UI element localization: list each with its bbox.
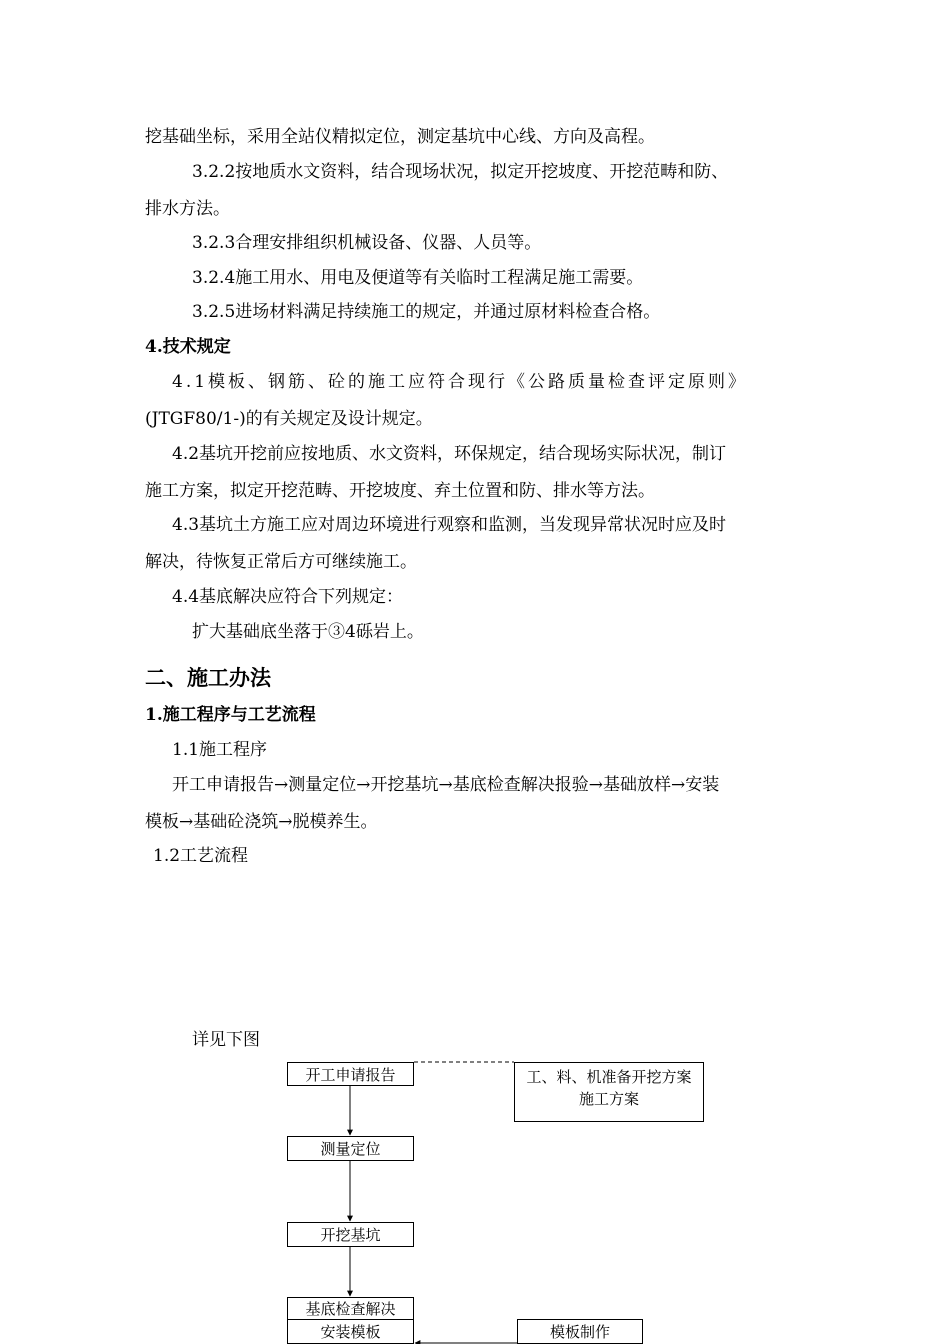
paragraph: 1.1施工程序	[172, 740, 268, 760]
paragraph: 4.2基坑开挖前应按地质、水文资料，环保规定，结合现场实际状况，制订	[172, 444, 727, 464]
paragraph: 3.2.3合理安排组织机械设备、仪器、人员等。	[192, 233, 542, 253]
paragraph: 挖基础坐标，采用全站仪精拟定位，测定基坑中心线、方向及高程。	[145, 127, 655, 147]
flow-box-inspect: 基底检查解决	[287, 1297, 414, 1320]
flow-box-preparation-line2: 施工方案	[578, 1090, 639, 1108]
paragraph: 开工申请报告→测量定位→开挖基坑→基底检查解决报验→基础放样→安装	[172, 775, 720, 795]
flow-box-make-formwork: 模板制作	[517, 1319, 643, 1344]
paragraph: 1.2工艺流程	[153, 846, 249, 866]
paragraph: 4.3基坑土方施工应对周边环境进行观察和监测，当发现异常状况时应及时	[172, 515, 727, 535]
paragraph: 3.2.5进场材料满足持续施工的规定，并通过原材料检查合格。	[192, 302, 661, 322]
paragraph: 4.4基底解决应符合下列规定：	[172, 587, 404, 607]
paragraph: 3.2.4施工用水、用电及便道等有关临时工程满足施工需要。	[192, 268, 644, 288]
paragraph: 4.1模板、钢筋、砼的施工应符合现行《公路质量检查评定原则》	[172, 372, 749, 392]
see-below-caption: 详见下图	[192, 1030, 260, 1050]
heading-procedure-flow: 1.施工程序与工艺流程	[145, 705, 316, 725]
flow-box-start-application: 开工申请报告	[287, 1062, 414, 1086]
flow-box-preparation	[514, 1062, 704, 1122]
paragraph: 排水方法。	[145, 199, 230, 219]
flow-box-excavate: 开挖基坑	[287, 1222, 414, 1247]
flow-box-survey: 测量定位	[287, 1136, 414, 1161]
paragraph: 3.2.2按地质水文资料，结合现场状况，拟定开挖坡度、开挖范畴和防、	[192, 162, 729, 182]
heading-technical-rules: 4.技术规定	[145, 337, 231, 357]
paragraph: 解决，待恢复正常后方可继续施工。	[145, 552, 417, 572]
paragraph: 施工方案，拟定开挖范畴、开挖坡度、弃土位置和防、排水等方法。	[145, 481, 655, 501]
paragraph: (JTGF80/1-)的有关规定及设计规定。	[145, 409, 433, 429]
paragraph: 扩大基础底坐落于③4砾岩上。	[192, 622, 424, 642]
paragraph: 模板→基础砼浇筑→脱模养生。	[145, 812, 378, 832]
flow-box-preparation-line1: 工、料、机准备开挖方案	[526, 1068, 692, 1086]
heading-construction-methods: 二、施工办法	[145, 665, 271, 690]
flow-box-install-formwork: 安装模板	[287, 1319, 414, 1344]
